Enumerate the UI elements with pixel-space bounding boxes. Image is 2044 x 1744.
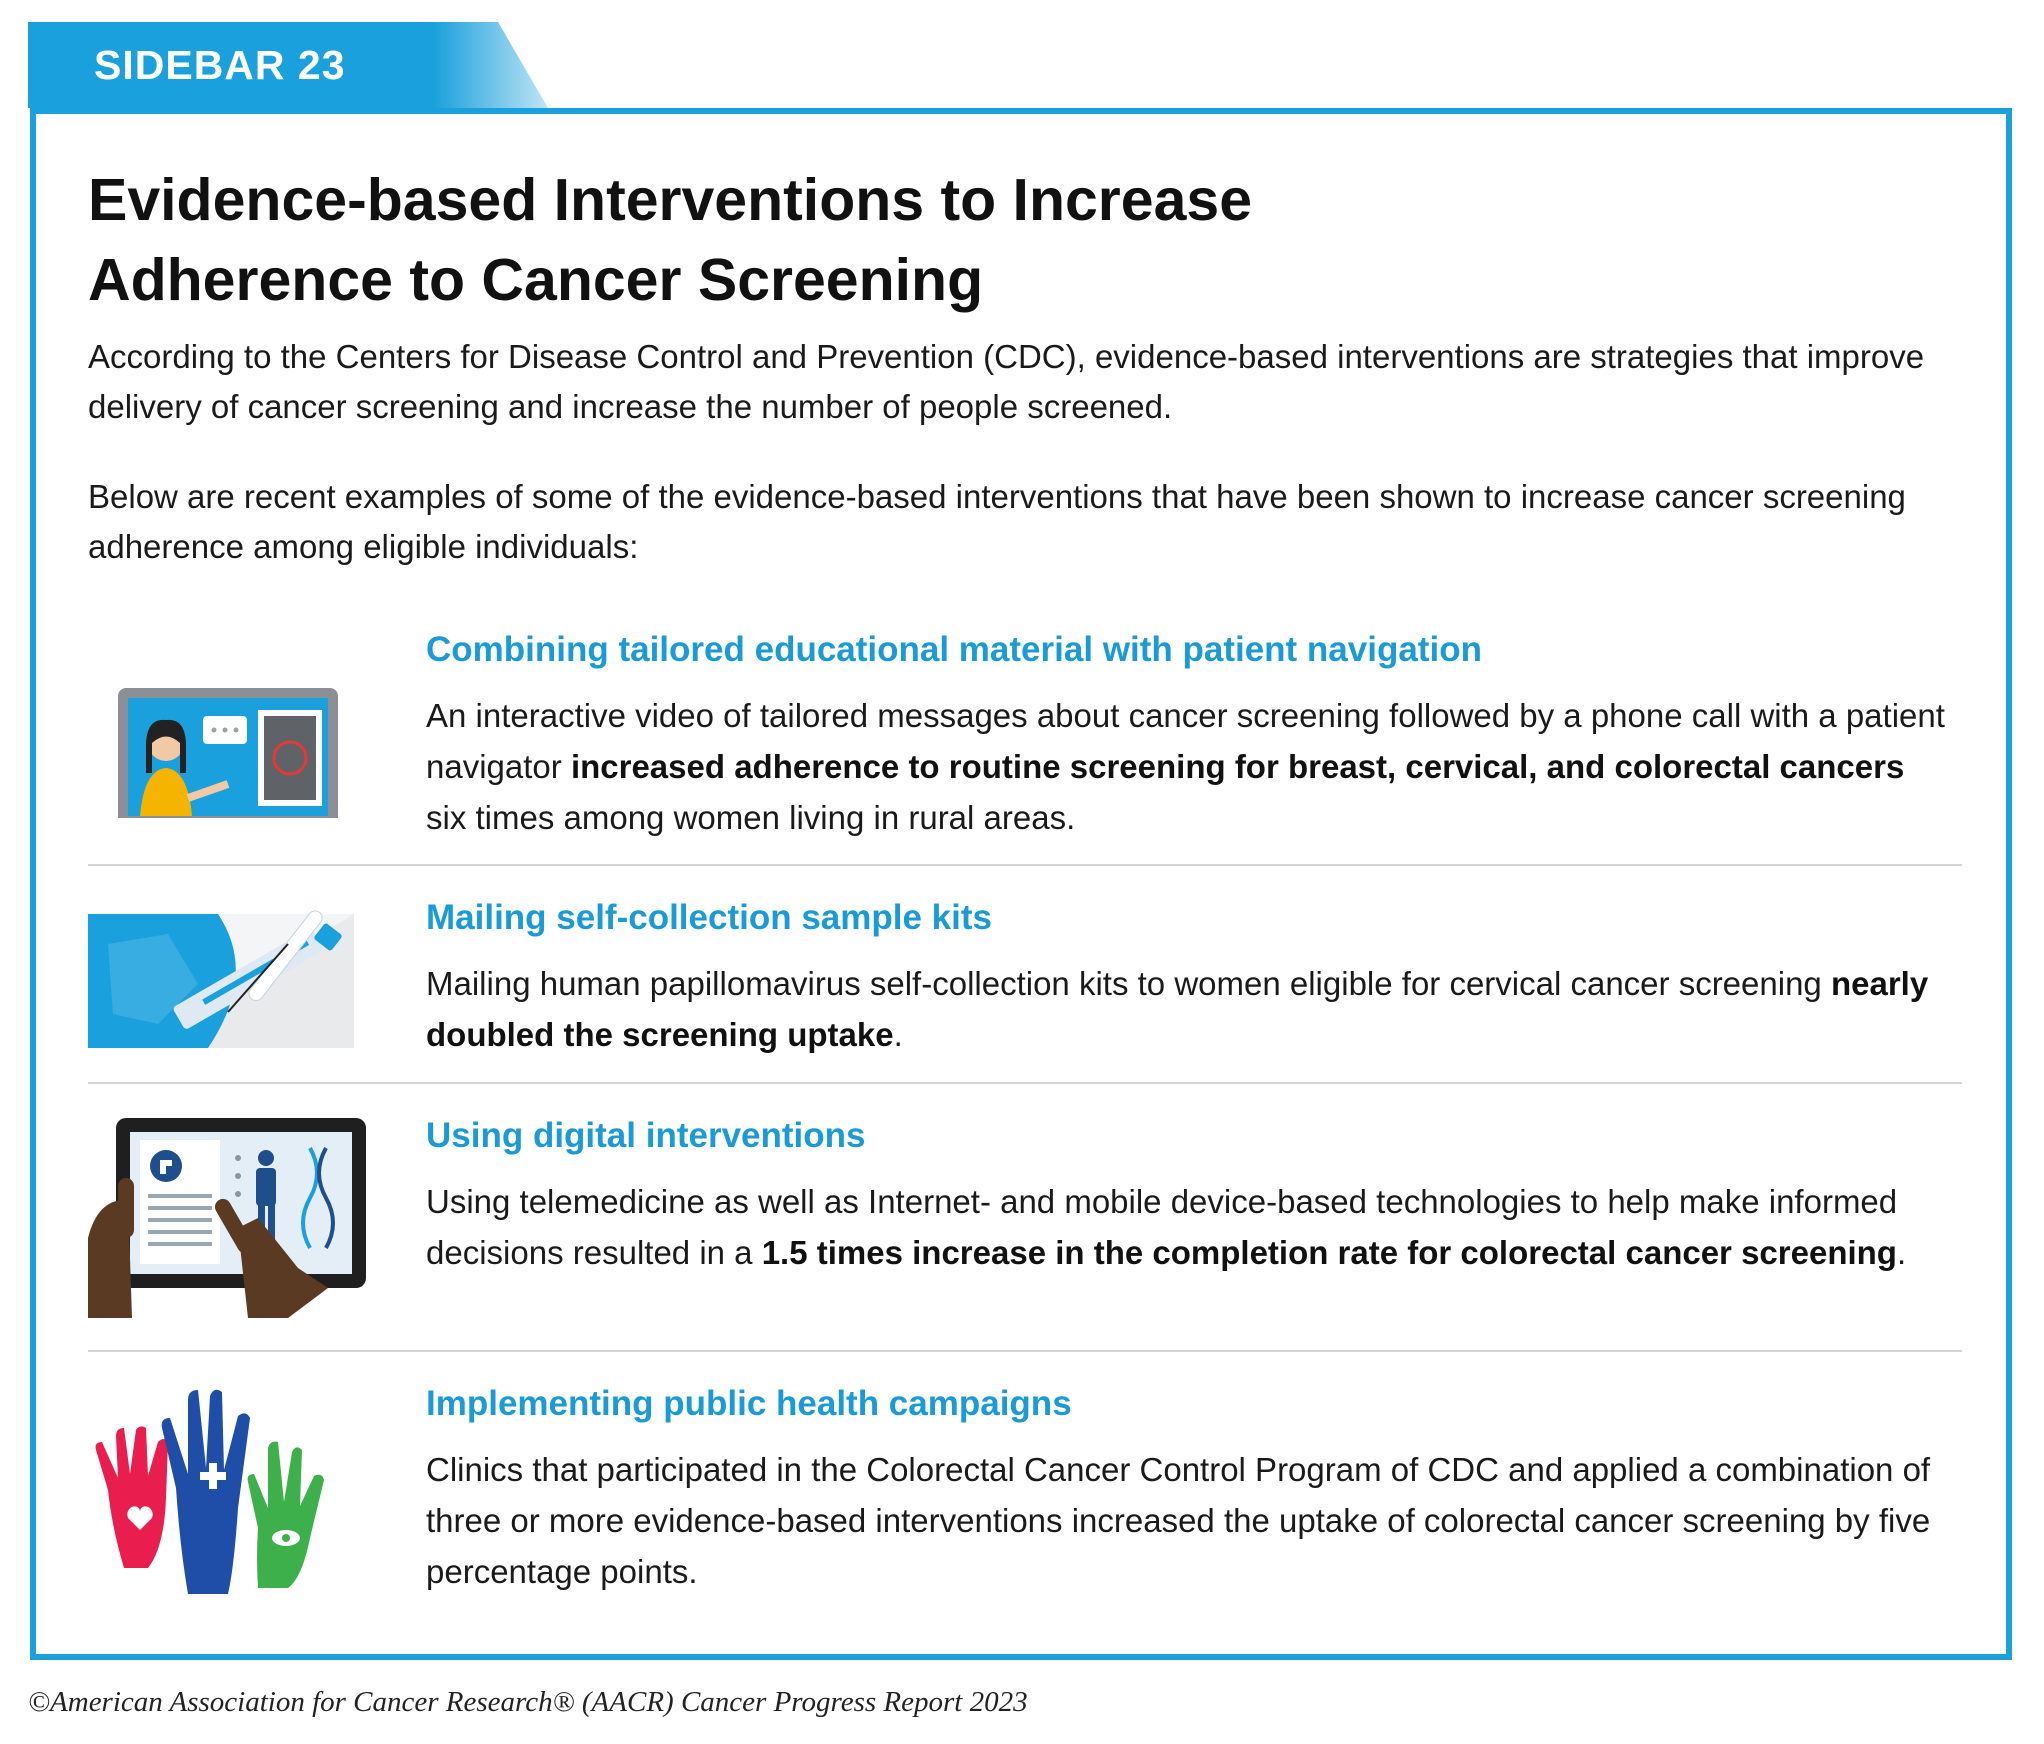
item-description [426, 1176, 1946, 1278]
item-text: An interactive video of tailored messages about cancer screening followed by a phone call with a patient navigator [426, 697, 1945, 785]
item-highlight: nearly doubled the screening uptake [426, 965, 1929, 1053]
item-text: Mailing human papillomavirus self-collection kits to women eligible for cervical cancer screening [426, 965, 1831, 1002]
item-description [426, 1444, 1946, 1597]
sidebar-tab-label: SIDEBAR 23 [94, 42, 346, 88]
raised-hands-icon [88, 1378, 338, 1598]
item-heading: Using digital interventions [426, 1116, 866, 1155]
divider [88, 1082, 1962, 1084]
tablet-icon [88, 1118, 368, 1318]
intervention-item-navigation [88, 628, 1962, 856]
item-text: Using telemedicine as well as Internet- and mobile device-based technologies to help make informed decisions resulted in a [426, 1183, 1898, 1271]
item-heading: Combining tailored educational material with patient navigation [426, 630, 1482, 669]
intro-paragraph-2: Below are recent examples of some of the evidence-based interventions that have been shown to increase cancer screening adherence among eligible individuals: [88, 478, 1906, 565]
intervention-item-campaigns [88, 1382, 1962, 1612]
divider [88, 864, 1962, 866]
item-heading: Mailing self-collection sample kits [426, 898, 992, 937]
title-line-1: Evidence-based Interventions to Increase [88, 167, 1253, 233]
intervention-item-digital [88, 1114, 1962, 1340]
intervention-item-sample-kits [88, 896, 1962, 1076]
sample-kit-icon [88, 904, 358, 1052]
laptop-video-icon [88, 658, 378, 818]
item-heading: Implementing public health campaigns [426, 1384, 1072, 1423]
item-text-end: six times among women living in rural areas. [426, 799, 1076, 836]
item-text-end: . [893, 1016, 903, 1053]
page-title [88, 160, 1588, 320]
title-line-2: Adherence to Cancer Screening [88, 247, 984, 313]
copyright-footer: ©American Association for Cancer Research® (AACR) Cancer Progress Report 2023 [28, 1686, 1028, 1718]
item-text-end: . [1896, 1234, 1907, 1271]
item-text: Clinics that participated in the Colorectal Cancer Control Program of CDC and applied a combination of three or more evidence-based interventions increased the uptake of colorectal cancer screening by five percentage points. [426, 1451, 1931, 1590]
intro-paragraph-1: According to the Centers for Disease Control and Prevention (CDC), evidence-based interventions are strategies that improve delivery of cancer screening and increase the number of people screened. [88, 338, 1925, 425]
item-description [426, 958, 1946, 1060]
sidebar-tab [28, 22, 548, 108]
item-highlight: increased adherence to routine screening for breast, cervical, and colorectal cancers [570, 748, 1905, 785]
divider [88, 1350, 1962, 1352]
item-description [426, 690, 1946, 843]
item-highlight: 1.5 times increase in the completion rate for colorectal cancer screening [761, 1234, 1897, 1271]
